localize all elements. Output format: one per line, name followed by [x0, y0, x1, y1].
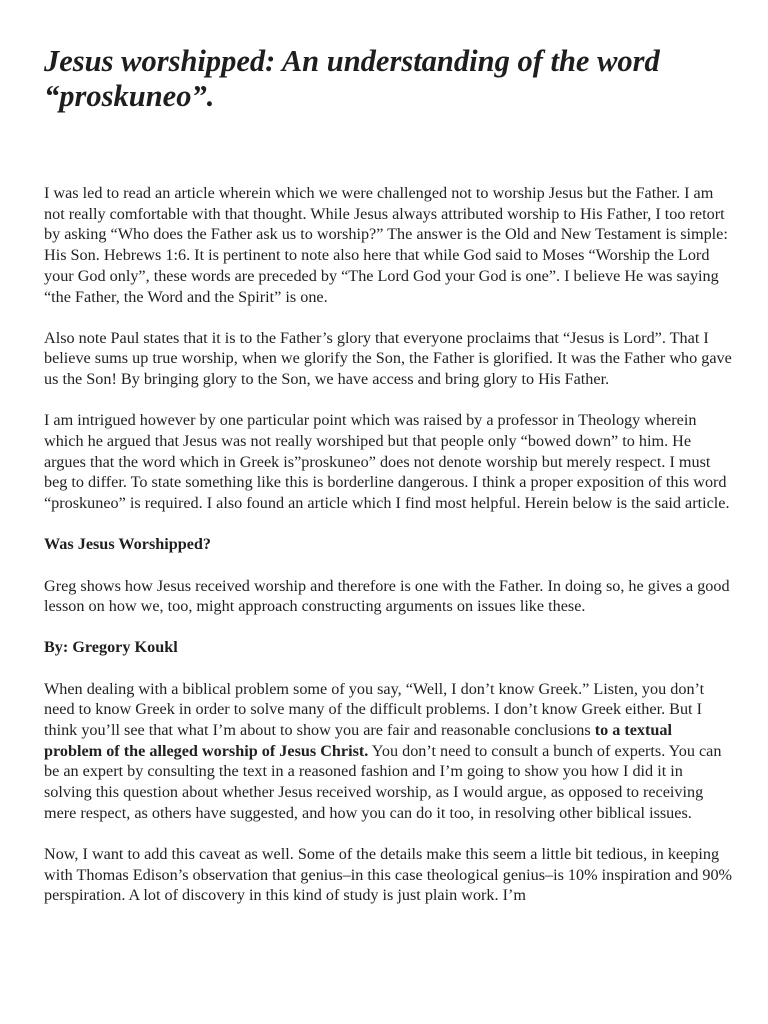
- paragraph-professor-argument: I am intrigued however by one particular point which was raised by a professor in Theology wherein which he argued that Jesus was not really worshiped but that people only “bowed down” to him. He argues that the word which in Greek is”proskuneo” does not denote worship but merely respect. I must beg to differ. To state something like this is borderline dangerous. I think a proper exposition of this word “proskuneo” is required. I also found an article which I find most helpful. Herein below is the said article.: [44, 411, 730, 513]
- paragraph-greek-bold-text: to a textual problem of the alleged worship of Jesus Christ.: [44, 721, 673, 760]
- paragraph-intro: Greg shows how Jesus received worship and therefore is one with the Father. In doing so, he gives a good lesson on how we, too, might approach constructing arguments on issues like these.: [44, 576, 730, 616]
- paragraph-greek: [44, 679, 734, 824]
- paragraph-greek-text-after: You don’t need to consult a bunch of experts. You can be an expert by consulting the text in a reasoned fashion and I’m going to show you how I did it in solving this question about whether Jesus received worship, as I would argue, as opposed to receiving mere respect, as others have suggested, and how you can do it too, in resolving other biblical issues.: [44, 741, 722, 822]
- byline: By: Gregory Koukl: [44, 638, 178, 657]
- paragraph-worship-article: I was led to read an article wherein which we were challenged not to worship Jesus but the Father. I am not really comfortable with that thought. While Jesus always attributed worship to His Father, I too retort by asking “Who does the Father ask us to worship?” The answer is the Old and New Testament is simple: His Son. Hebrews 1:6. It is pertinent to note also here that while God said to Moses “Worship the Lord your God only”, these words are preceded by “The Lord God your God is one”. I believe He was saying “the Father, the Word and the Spirit” is one.: [44, 184, 728, 306]
- paragraph-caveat: Now, I want to add this caveat as well. Some of the details make this seem a little bit tedious, in keeping with Thomas Edison’s observation that genius–in this case theological genius–is 10% inspiration and 90% perspiration. A lot of discovery in this kind of study is just plain work. I’m: [44, 845, 733, 905]
- document-page: [44, 44, 734, 927]
- document-title: Jesus worshipped: An understanding of the word “proskuneo”.: [44, 44, 660, 113]
- section-heading: Was Jesus Worshipped?: [44, 535, 212, 554]
- paragraph-fathers-glory: Also note Paul states that it is to the Father’s glory that everyone proclaims that “Jesus is Lord”. That I believe sums up true worship, when we glorify the Son, the Father is glorified. It was the Father who gave us the Son! By bringing glory to the Son, we have access and bring glory to His Father.: [44, 328, 732, 389]
- paragraph-greek-text-before: When dealing with a biblical problem some of you say, “Well, I don’t know Greek.” Listen, you don’t need to know Greek in order to solve many of the difficult problems. I don’t know Greek either. But I think you’ll see that what I’m about to show you are fair and reasonable conclusions: [44, 679, 705, 740]
